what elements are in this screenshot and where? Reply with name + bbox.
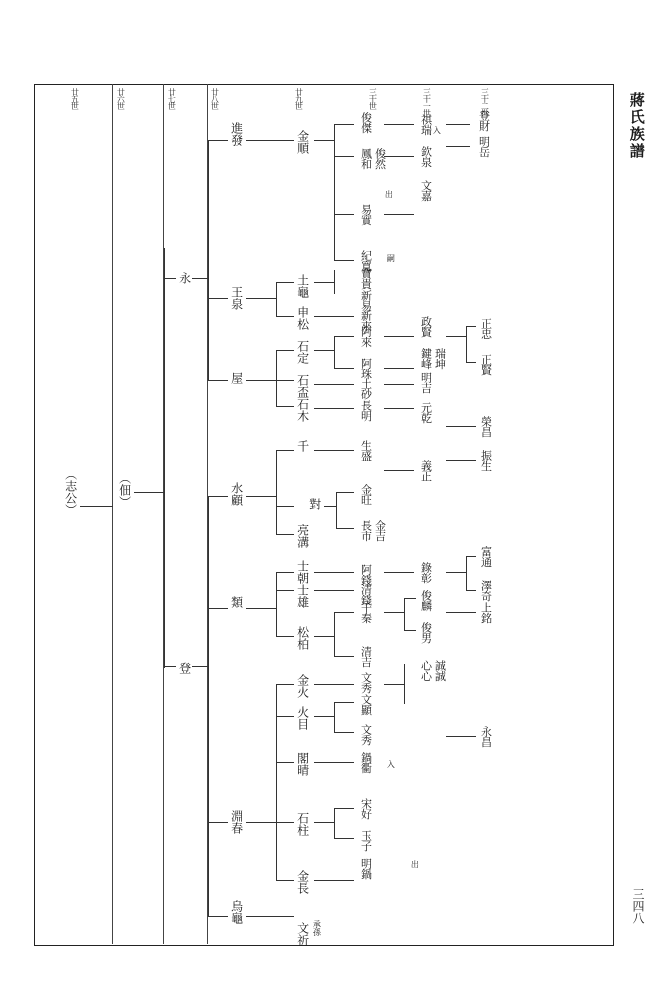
gen28-wu: 屋 (229, 372, 244, 384)
gen30-wenxiu2: 文秀 (359, 724, 373, 745)
gen32-mingyue: 明岳 (477, 136, 491, 157)
gen-label-26: 廿六世 (116, 88, 126, 109)
gen32-rongchang: 榮昌 (479, 416, 493, 437)
gen29-dui: 對 (307, 498, 322, 510)
gen31-wenjia: 文嘉 (419, 180, 433, 201)
gen30-qingqian: 清錢 (359, 584, 373, 605)
gen30-xinyi: 新易 (359, 290, 373, 311)
gen30-aqian: 阿錢 (359, 564, 373, 585)
gen31-jianfeng: 鍵峰 (419, 348, 433, 369)
gen31-junnan: 俊男 (419, 622, 433, 643)
gen30-azhu: 阿珠 (359, 358, 373, 379)
gen32-zhengxian: 正賢 (479, 354, 493, 375)
gen30-mingguo: 明鍋 (359, 858, 373, 879)
gen32-dengcai: 登財 (477, 110, 491, 131)
gen29-shizhu: 石柱 (295, 812, 310, 836)
gen29-jinzhang: 金長 (295, 870, 310, 894)
gen32-zhensheng: 振生 (479, 450, 493, 471)
gen30-jinwang: 金旺 (359, 484, 373, 505)
book-title: 蔣氏族譜 (627, 92, 646, 160)
gen31-qinquan: 欽泉 (419, 146, 433, 167)
gen30-songhao: 宋好 (359, 798, 373, 819)
note-chu: 出 (384, 190, 394, 198)
gen32-zhengzhong: 正忠 (479, 318, 493, 339)
ancestor-dian: （佃） (117, 472, 132, 508)
gen30-changshi: 長市 (359, 520, 373, 541)
gen31-chengcheng: 誠誠 (433, 660, 447, 681)
gen-label-25: 廿五世 (70, 88, 80, 109)
gen29-shiding: 石定 (295, 340, 310, 364)
gen30-qianqin: 千秦 (359, 602, 373, 623)
gen30-guoqu: 鍋衢 (359, 752, 373, 773)
gen31-qirui: 祺瑞 (419, 114, 433, 135)
gen-label-32: 三十二世 (480, 88, 490, 116)
gen29-shensong: 申松 (295, 306, 310, 330)
gen29-qian: 千 (295, 440, 310, 452)
gen31-ruikun: 瑞坤 (433, 348, 447, 369)
gen28-jinfa: 進發 (229, 122, 244, 146)
gen-label-28: 廿八世 (210, 88, 220, 109)
gen29-shixiong: 士雄 (295, 584, 310, 608)
gen30-yuzi: 玉子 (359, 830, 373, 851)
gen32-shangming: 上銘 (479, 602, 493, 623)
note-si: 嗣 (386, 254, 396, 262)
gen30-fenghe: 鳳和 (359, 148, 373, 169)
ancestor-zhigong: （志公） (63, 468, 78, 516)
gen27-deng: 登 (177, 662, 192, 674)
gen29-wenqi: 文祈 (295, 922, 310, 946)
gen29-shichao: 士朝 (295, 560, 310, 584)
gen-label-27: 廿七世 (167, 88, 177, 109)
gen30-qingji: 清吉 (359, 646, 373, 667)
gen31-junlin: 俊麟 (419, 590, 433, 611)
gen31-yuanqian: 元乾 (419, 402, 433, 423)
gen-divider (112, 84, 113, 944)
gen32-yongchang: 永昌 (479, 726, 493, 747)
gen29-songbai: 松柏 (295, 626, 310, 650)
gen31-yizheng: 義正 (419, 460, 433, 481)
gen29-jinshun: 金順 (295, 130, 310, 154)
gen-label-31: 三十一世 (422, 88, 432, 116)
gen-label-29: 廿九世 (294, 88, 304, 109)
gen30-jikuan: 紀寬 (359, 250, 373, 271)
gen28-wangquan: 王泉 (229, 286, 244, 310)
gen30-shengsheng: 生盛 (359, 440, 373, 461)
gen28-yuanchun: 淵春 (229, 810, 244, 834)
gen30-tusha: 土砂 (359, 378, 373, 399)
gen29-geqing: 閣晴 (295, 752, 310, 776)
gen32-futong: 富通 (479, 546, 493, 567)
gen29-shibei: 石盃 (295, 374, 310, 398)
gen29-tugui: 土龜 (295, 274, 310, 298)
gen28-wugui: 烏龜 (229, 900, 244, 924)
gen30-yishi: 易實 (359, 204, 373, 225)
genealogy-frame (34, 84, 614, 946)
gen28-lei: 類 (229, 596, 244, 608)
note-ru: 入 (432, 126, 442, 134)
gen30-changming: 長明 (359, 400, 373, 421)
gen30-baogui: 寶貴 (359, 268, 373, 289)
gen31-luzhang: 錄彰 (419, 562, 433, 583)
gen30-junjie: 俊傑 (359, 112, 373, 133)
gen30-jinji: 金吉 (373, 520, 387, 541)
gen27-yong: 永 (177, 272, 192, 284)
gen31-xinxin: 心心 (419, 660, 433, 681)
gen29-huomu: 火目 (295, 706, 310, 730)
gen30-junran: 俊然 (373, 148, 387, 169)
gen30-alai: 阿來 (359, 326, 373, 347)
note-ru2: 入 (386, 760, 396, 768)
gen30-wenxiu: 文秀 (359, 672, 373, 693)
gen28-shuigu: 水顧 (229, 482, 244, 506)
gen30-xinlai: 新來 (359, 310, 373, 331)
gen32-zeqi: 澤奇 (479, 580, 493, 601)
gen29-shimu: 石木 (295, 398, 310, 422)
gen-label-30: 三十世 (368, 88, 378, 109)
gen29-chengsun: 承孫 (312, 920, 322, 936)
gen29-lianggou: 亮溝 (295, 524, 310, 548)
note-chu2: 出 (410, 860, 420, 868)
gen31-zhengxian: 政賢 (419, 316, 433, 337)
page-number: 三四八 (631, 888, 645, 924)
gen29-jinhuo: 金火 (295, 674, 310, 698)
gen31-mingji: 明吉 (419, 372, 433, 393)
gen30-wenxian: 文顯 (359, 694, 373, 715)
